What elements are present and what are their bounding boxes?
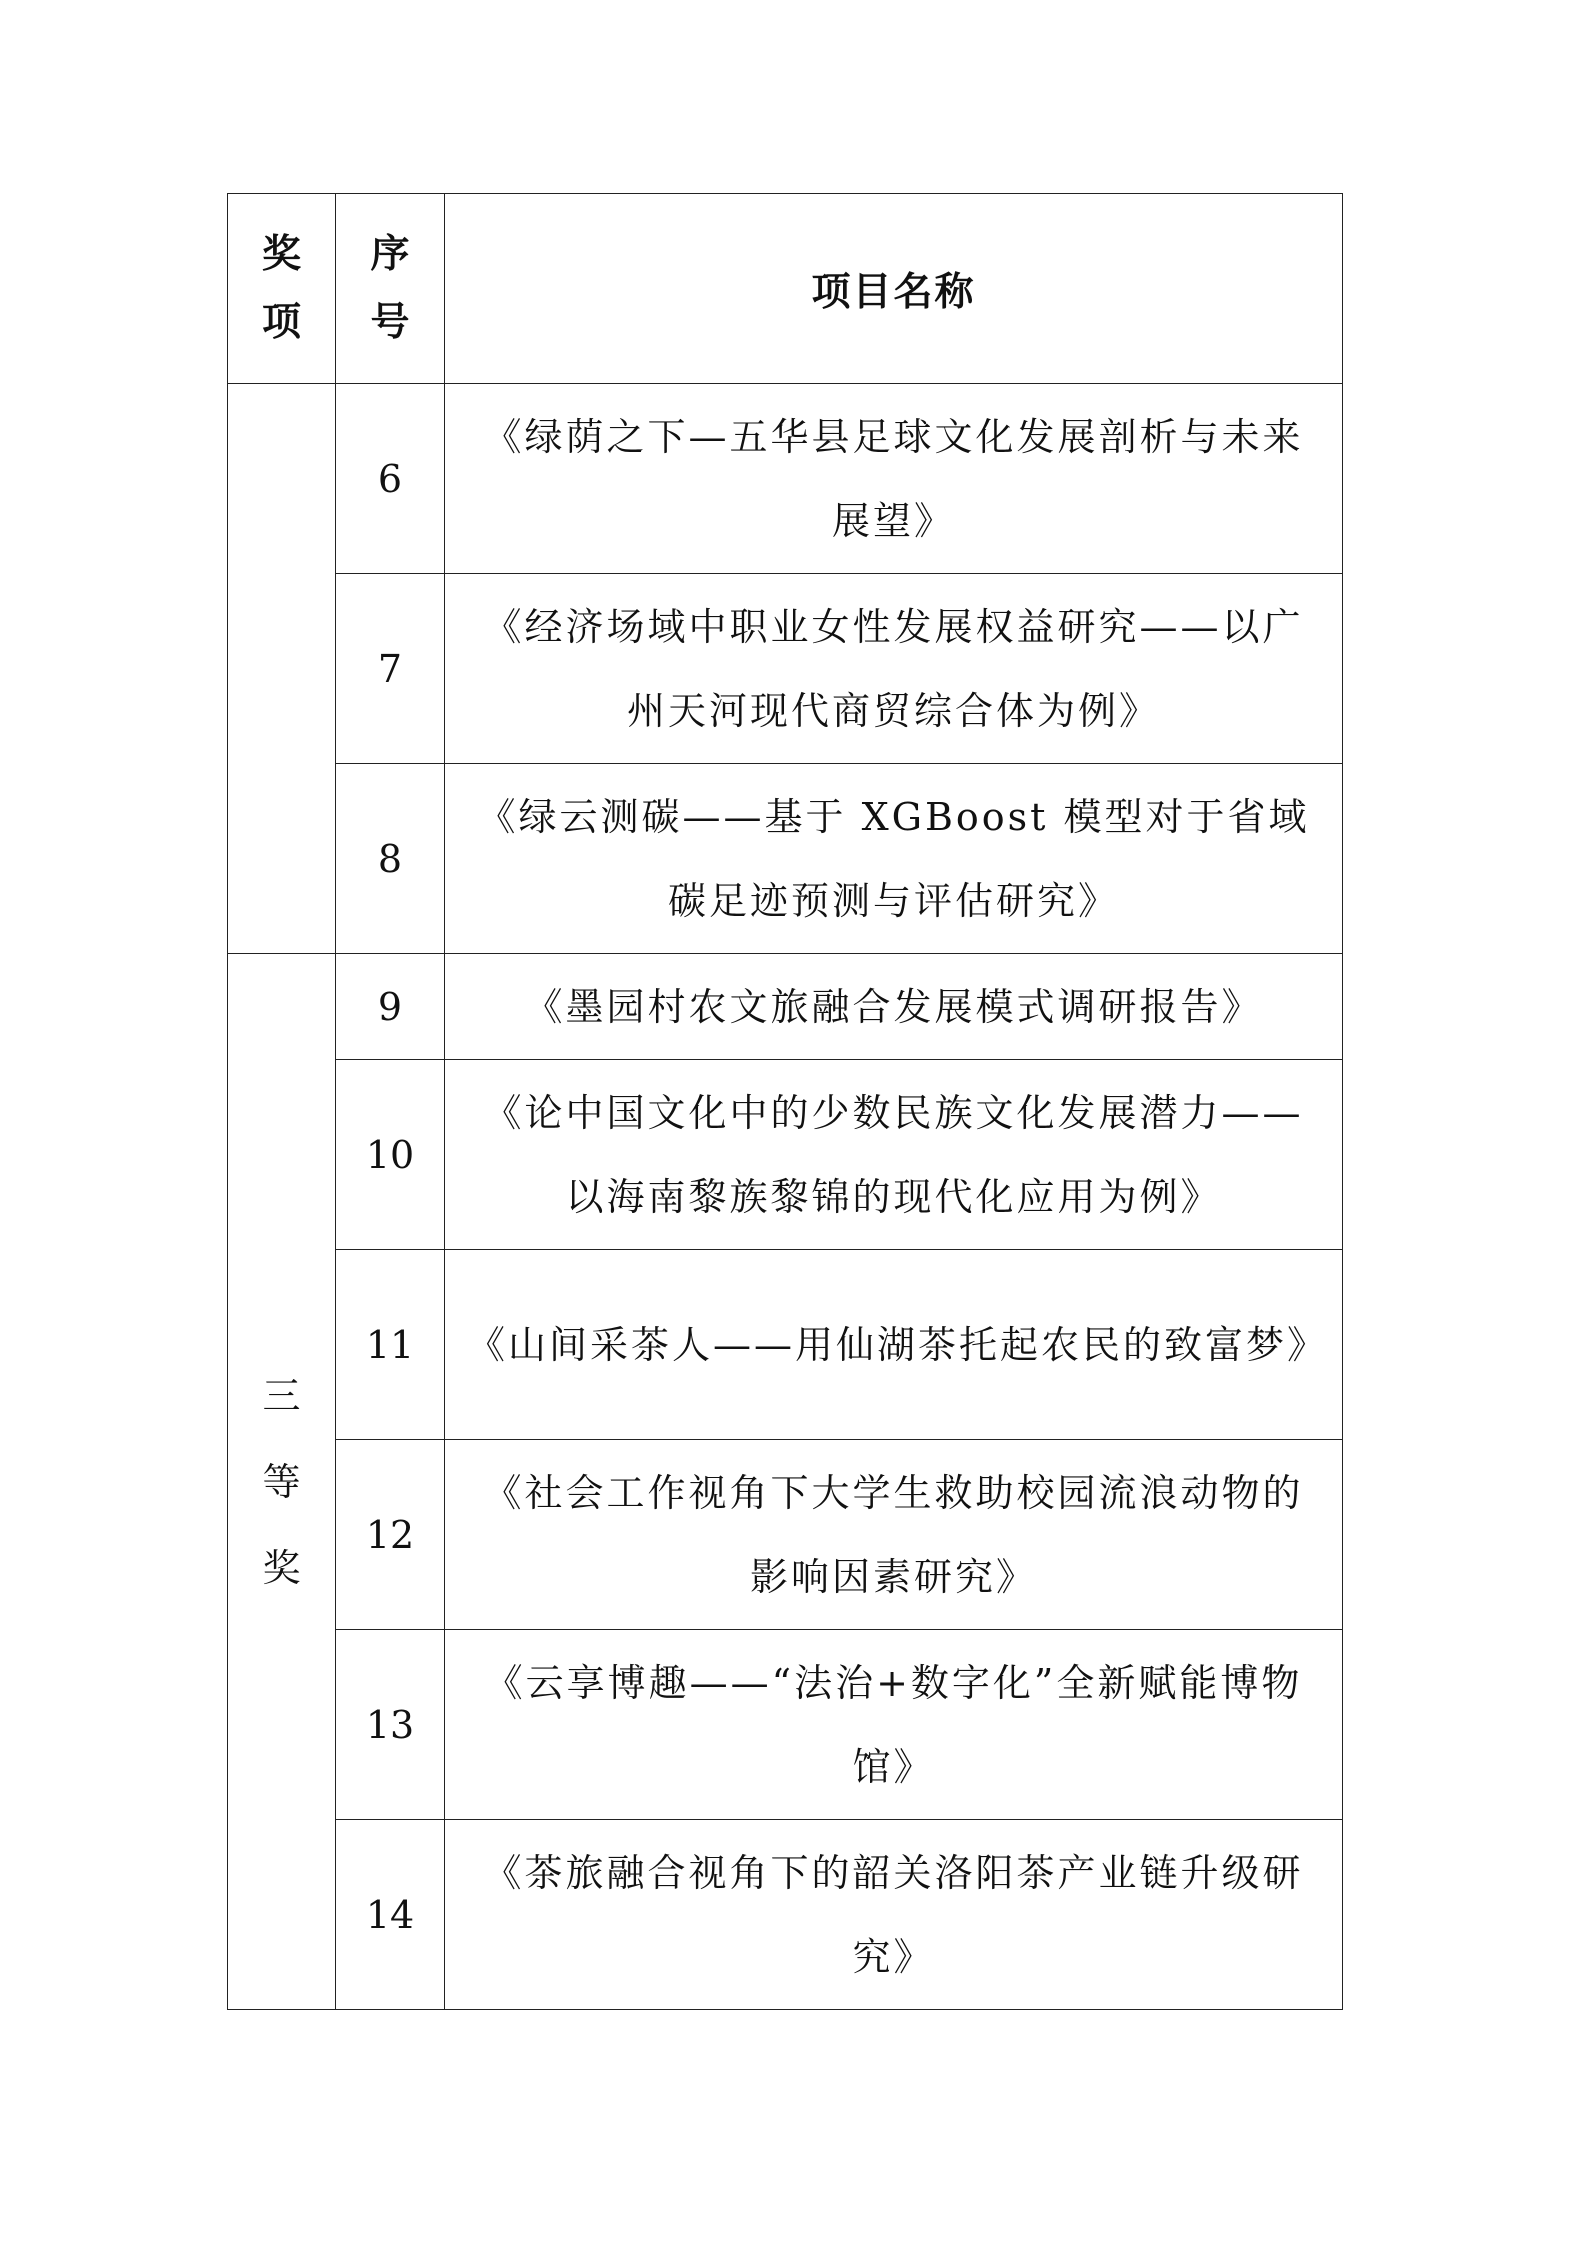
project-name-cell: 《绿荫之下—五华县足球文化发展剖析与未来展望》 xyxy=(445,384,1343,574)
table-row xyxy=(228,764,1343,954)
project-name-cell: 《论中国文化中的少数民族文化发展潜力——以海南黎族黎锦的现代化应用为例》 xyxy=(445,1060,1343,1250)
seq-cell: 13 xyxy=(336,1630,445,1820)
seq-cell: 11 xyxy=(336,1250,445,1440)
seq-cell: 7 xyxy=(336,574,445,764)
award-cell-continued xyxy=(228,384,336,954)
table-row xyxy=(228,1440,1343,1630)
project-name-cell: 《云享博趣——“法治+数字化”全新赋能博物馆》 xyxy=(445,1630,1343,1820)
table-row xyxy=(228,1250,1343,1440)
table-row xyxy=(228,1630,1343,1820)
project-name-cell: 《墨园村农文旅融合发展模式调研报告》 xyxy=(445,954,1343,1060)
project-name-cell: 《经济场域中职业女性发展权益研究——以广州天河现代商贸综合体为例》 xyxy=(445,574,1343,764)
seq-cell: 12 xyxy=(336,1440,445,1630)
seq-cell: 6 xyxy=(336,384,445,574)
project-name-cell: 《绿云测碳——基于 XGBoost 模型对于省域碳足迹预测与评估研究》 xyxy=(445,764,1343,954)
seq-cell: 14 xyxy=(336,1820,445,2010)
project-name-cell: 《社会工作视角下大学生救助校园流浪动物的影响因素研究》 xyxy=(445,1440,1343,1630)
header-seq: 序号 xyxy=(336,194,445,384)
header-award: 奖项 xyxy=(228,194,336,384)
seq-cell: 10 xyxy=(336,1060,445,1250)
table-row xyxy=(228,1820,1343,2010)
table-header-row xyxy=(228,194,1343,384)
table-row xyxy=(228,574,1343,764)
seq-cell: 8 xyxy=(336,764,445,954)
table-row xyxy=(228,384,1343,574)
project-name-cell: 《茶旅融合视角下的韶关洛阳茶产业链升级研究》 xyxy=(445,1820,1343,2010)
table-row xyxy=(228,1060,1343,1250)
seq-cell: 9 xyxy=(336,954,445,1060)
award-cell-third-prize: 三等奖 xyxy=(228,954,336,2010)
project-name-cell: 《山间采茶人——用仙湖茶托起农民的致富梦》 xyxy=(445,1250,1343,1440)
table-row xyxy=(228,954,1343,1060)
header-name: 项目名称 xyxy=(445,194,1343,384)
awards-table xyxy=(227,193,1343,2010)
